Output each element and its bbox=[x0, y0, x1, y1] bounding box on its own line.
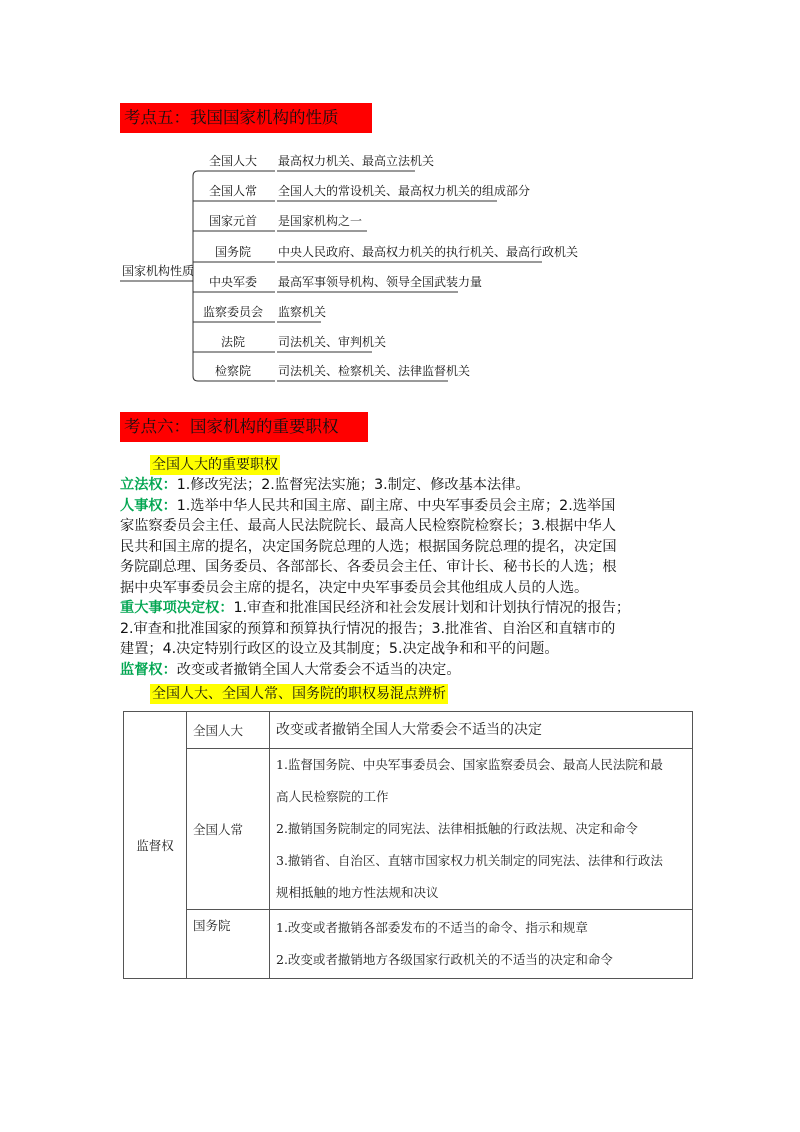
supervision-power bbox=[120, 660, 690, 681]
tree-node-desc: 最高权力机关、最高立法机关 bbox=[278, 154, 435, 168]
legislative-power bbox=[120, 475, 690, 496]
tree-node-desc: 是国家机构之一 bbox=[278, 214, 363, 228]
major-text-line: 1.审查和批准国民经济和社会发展计划和计划执行情况的报告； bbox=[233, 600, 631, 616]
powers-text bbox=[120, 475, 690, 680]
powers-item: 规相抵触的地方性法规和决议 bbox=[276, 885, 439, 900]
comparison-title: 全国人大、全国人常、国务院的职权易混点辨析 bbox=[152, 686, 446, 702]
tree-node-desc: 监察机关 bbox=[278, 305, 327, 319]
powers-cell bbox=[270, 749, 693, 910]
tree-node-desc: 司法机关、审判机关 bbox=[278, 335, 387, 349]
org-cell: 全国人大 bbox=[187, 712, 270, 749]
major-text-line: 2.审查和批准国家的预算和预算执行情况的报告；3.批准省、自治区和直辖市的 bbox=[120, 620, 616, 637]
table-row bbox=[124, 712, 693, 749]
supervision-label: 监督权： bbox=[120, 661, 177, 678]
tree-root-label: 国家机构性质 bbox=[122, 264, 195, 278]
tree-node-name: 法院 bbox=[220, 335, 245, 349]
section6-heading: 考点六：国家机构的重要职权 bbox=[120, 412, 368, 442]
npc-powers-title: 全国人大的重要职权 bbox=[152, 457, 278, 473]
org-cell: 国务院 bbox=[187, 910, 270, 979]
table-row bbox=[124, 749, 693, 910]
tree-node-desc: 最高军事领导机构、领导全国武装力量 bbox=[278, 275, 483, 289]
tree-node-name: 检察院 bbox=[214, 364, 251, 378]
personnel-text-line: 务院副总理、国务委员、各部部长、各委员会主任、审计长、秘书长的人选；根 bbox=[120, 559, 617, 575]
powers-cell bbox=[270, 910, 693, 979]
major-label: 重大事项决定权： bbox=[120, 600, 234, 616]
tree-node-name: 国务院 bbox=[214, 245, 251, 259]
supervision-text: 改变或者撤销全国人大常委会不适当的决定。 bbox=[176, 661, 461, 678]
personnel-text-line: 民共和国主席的提名，决定国务院总理的人选；根据国务院总理的提名，决定国 bbox=[120, 538, 617, 555]
powers-item: 3.撤销省、自治区、直辖市国家权力机关制定的同宪法、法律和行政法 bbox=[276, 853, 663, 868]
powers-item: 2.撤销国务院制定的同宪法、法律相抵触的行政法规、决定和命令 bbox=[276, 821, 638, 836]
personnel-power bbox=[120, 496, 690, 517]
tree-node-name: 全国人大 bbox=[208, 154, 257, 168]
powers-item: 高人民检察院的工作 bbox=[276, 789, 389, 804]
powers-item: 改变或者撤销全国人大常委会不适当的决定 bbox=[276, 722, 542, 738]
comparison-table bbox=[123, 711, 693, 979]
tree-node-desc: 中央人民政府、最高权力机关的执行机关、最高行政机关 bbox=[278, 245, 579, 259]
powers-item: 1.监督国务院、中央军事委员会、国家监察委员会、最高人民法院和最 bbox=[276, 757, 663, 772]
tree-node-name: 全国人常 bbox=[208, 184, 257, 198]
org-cell: 全国人常 bbox=[187, 749, 270, 910]
powers-cell bbox=[270, 712, 693, 749]
personnel-text-line: 家监察委员会主任、最高人民法院院长、最高人民检察院检察长；3.根据中华人 bbox=[120, 518, 616, 534]
tree-node-desc: 全国人大的常设机关、最高权力机关的组成部分 bbox=[278, 184, 531, 198]
personnel-text-line: 1.选举中华人民共和国主席、副主席、中央军事委员会主席；2.选举国 bbox=[176, 497, 616, 514]
tree-connectors bbox=[0, 0, 800, 400]
legislative-text: 1.修改宪法；2.监督宪法实施；3.制定、修改基本法律。 bbox=[176, 477, 530, 493]
section5-heading: 考点五：我国国家机构的性质 bbox=[120, 103, 372, 133]
powers-item: 1.改变或者撤销各部委发布的不适当的命令、指示和规章 bbox=[276, 920, 588, 935]
legislative-label: 立法权： bbox=[120, 477, 177, 493]
powers-item: 2.改变或者撤销地方各级国家行政机关的不适当的决定和命令 bbox=[276, 952, 613, 967]
personnel-text-line: 据中央军事委员会主席的提名，决定中央军事委员会其他组成人员的人选。 bbox=[120, 579, 589, 596]
category-cell: 监督权 bbox=[124, 712, 187, 979]
personnel-label: 人事权： bbox=[120, 497, 177, 514]
tree-node-desc: 司法机关、检察机关、法律监督机关 bbox=[278, 364, 471, 378]
tree-node-name: 监察委员会 bbox=[202, 305, 263, 319]
major-text-line: 建置；4.决定特别行政区的设立及其制度；5.决定战争和和平的问题。 bbox=[120, 641, 559, 657]
tree-node-name: 国家元首 bbox=[208, 214, 257, 228]
tree-node-name: 中央军委 bbox=[208, 275, 257, 289]
major-matters-power bbox=[120, 598, 690, 619]
table-row bbox=[124, 910, 693, 979]
